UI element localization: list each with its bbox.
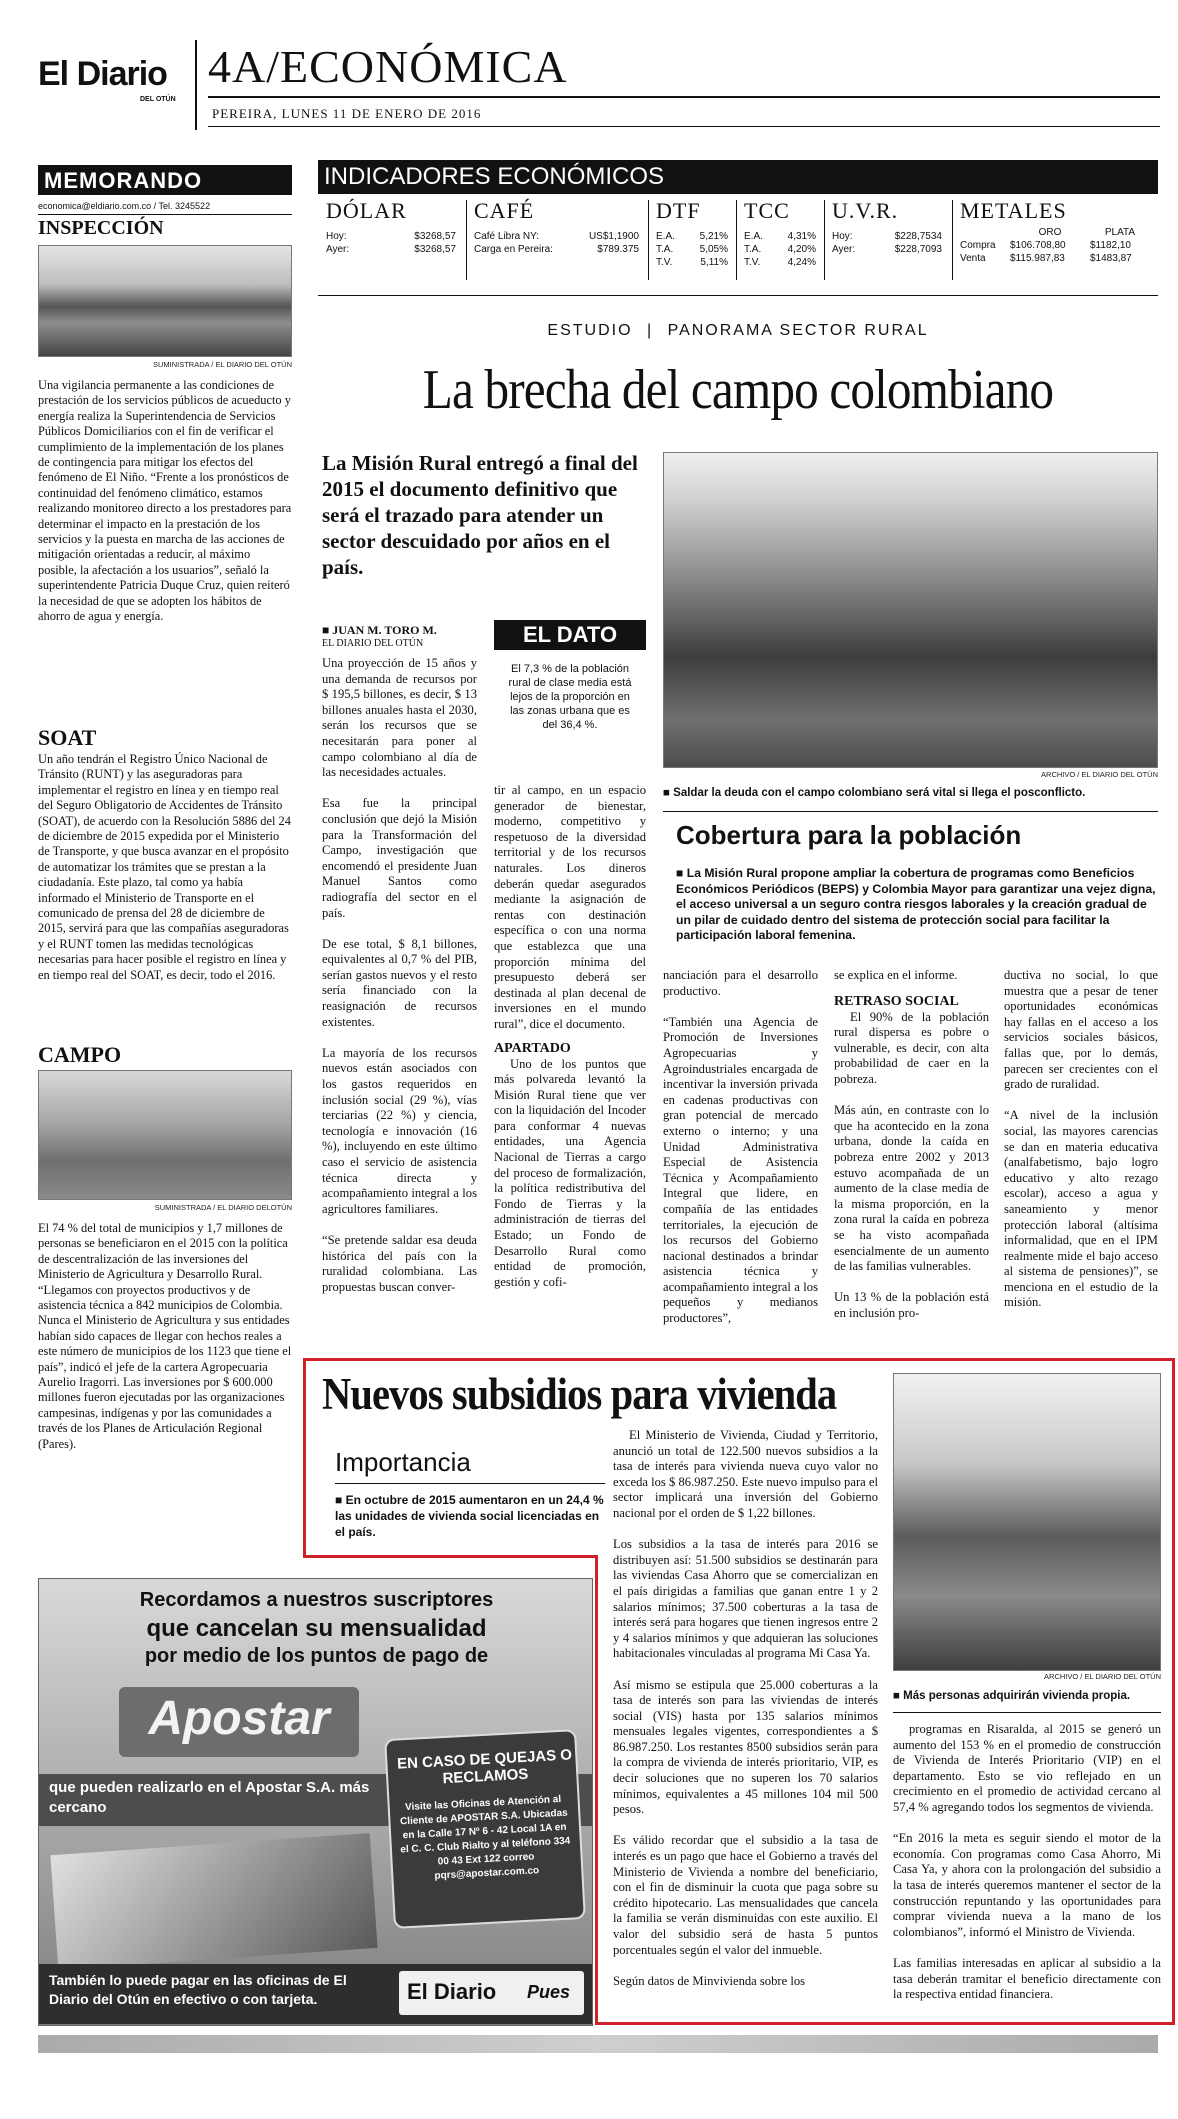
ad-newspapers-image — [50, 1833, 377, 1970]
soat-heading: SOAT — [38, 725, 97, 750]
dateline: PEREIRA, LUNES 11 DE ENERO DE 2016 — [212, 106, 482, 121]
ad-logo-eldiario: El Diario — [407, 1979, 497, 2004]
campo-heading: CAMPO — [38, 1042, 122, 1067]
vivienda-caption-square-icon: ■ — [893, 1690, 904, 1702]
ad-line1: Recordamos a nuestros suscriptores — [139, 1589, 494, 1611]
ind-cafe-ny-label: Café Libra NY: — [474, 231, 540, 242]
ad-line4: que pueden realizarlo en el Apostar S.A. más cercano — [49, 1779, 370, 1816]
ind-oro-label: ORO — [1038, 227, 1062, 238]
main-lead: La Misión Rural entregó a final del 2015 el documento definitivo que será el trazado para atender un sector descuidado por años en el país. — [322, 451, 638, 579]
apartado-heading: APARTADO — [494, 1040, 571, 1056]
main-col1: Una proyección de 15 años y una demanda de recursos por $ 195,5 billones, es decir, $ 13 billones anuales hasta el 2030, serán los recursos que se necesitarán para poner al campo colombiano al día de las necesidades actuales. Esa fue la principal conclusión que dejó la Misión para la Transformación del Campo, investigación que encomendó el presidente Juan Manuel Santos como radiografía del sector en el país. De ese total, $ 8,1 billones, equivalentes al 0,7 % del PIB, serían gastos nuevos y el resto sería financiado con la reasignación de recursos existentes. La mayoría de los recursos nuevos están asociados con los gastos requeridos en inclusión social (29 %), vías terciarias (22 %) y ciencia, tecnología e innovación (16 %), incluyendo en este último caso el servicio de asistencia técnica directa y acompañamiento integral a los agricultores familiares. “Se pretende saldar esa deuda histórica del país con la ruralidad colombiana. Las propuestas buscan conver- — [322, 656, 477, 1294]
ind-cafe-ny-value: US$1,1900 — [588, 231, 639, 242]
vivienda-caption-rule — [893, 1712, 1161, 1713]
section-name: ECONÓMICA — [280, 41, 568, 92]
indicators-panel — [318, 160, 1158, 300]
ind-dolar-hoy-label: Hoy: — [326, 231, 347, 242]
dato-box — [494, 620, 646, 760]
ind-tcc-ea-value: 4,31% — [787, 231, 816, 242]
vivienda-photo-credit: ARCHIVO / EL DIARIO DEL OTÚN — [1044, 1672, 1161, 1681]
ad-quejas-text: Visite las Oficinas de Atención al Cliente de APOSTAR S.A. Ubicadas en la Calle 17 Nº 6 - 42 Local 1A en el C. C. Club Rialto y al teléfono 334 00 43 Ext 122 correo pqrs@apostar.com.co — [399, 1793, 571, 1882]
byline-sub: EL DIARIO DEL OTÚN — [322, 638, 424, 649]
ind-uvr-label: U.V.R. — [832, 198, 899, 223]
byline-name: ■ JUAN M. TORO M. — [322, 623, 437, 637]
ind-metales-label: METALES — [960, 198, 1067, 223]
ind-dtf-ea-label: E.A. — [656, 231, 675, 242]
ind-dtf-ta-label: T.A. — [656, 244, 674, 255]
cobertura-rule — [663, 811, 1158, 812]
ind-dolar — [326, 198, 456, 256]
ind-tcc-tv-label: T.V. — [744, 257, 761, 268]
campo-text: El 74 % del total de municipios y 1,7 millones de personas se beneficiaron en el 2015 con la política de descentralización de las inversiones del Ministerio de Agricultura y Desarrollo Rural. “Llegamos con proyectos productivos y de asistencia técnica a 842 municipios de Colombia. Nunca el Ministerio de Agricultura y sus entidades habían sido capaces de llegar con hechos reales a este número de municipios de los 1123 que tiene el país”, indicó el jefe de la cartera Agropecuaria Aurelio Iragorri. Las inversiones por $ 600.000 millones fueron ejecutadas por las organizaciones campesinas, indígenas y por las comunidades a través de los Planes de Articulación Regional (Pares). — [38, 1221, 292, 1451]
campo-photo — [38, 1070, 292, 1200]
ind-compra-label: Compra — [960, 240, 996, 251]
memorando-column — [38, 155, 292, 1545]
section-number: 4A/ — [208, 41, 280, 92]
rural-photo — [663, 452, 1158, 768]
ind-tcc-ta-label: T.A. — [744, 244, 762, 255]
soat-text: Un año tendrán el Registro Único Nacional de Tránsito (RUNT) y las aseguradoras para implementar el registro en línea y en tiempo real del Seguro Obligatorio de Accidentes de Tránsito (SOAT), de acuerdo con la Resolución 5886 del 24 de diciembre de 2015 expedida por el Ministerio de Transporte, y que busca avanzar en el propósito de automatizar los trámites que se prestan a la ciudadanía. Este plazo, tal como ya había informado el Ministerio de Transporte en el comunicado de prensa del 28 de diciembre de 2015, servirá para que las compañías aseguradoras y el RUNT tomen las medidas tecnológicas necesarias para hacer posible el registro en línea y en tiempo real del SOAT, es decir, todo el 2016. — [38, 752, 291, 982]
importancia-text: ■ En octubre de 2015 aumentaron en un 24,4 % las unidades de vivienda social licenciadas en el país. — [335, 1493, 604, 1539]
ind-tcc-label: TCC — [744, 198, 790, 223]
ad-logo-pues: Pues — [527, 1982, 571, 2002]
importancia-title: Importancia — [335, 1447, 471, 1477]
inspeccion-heading: INSPECCIÓN — [38, 217, 164, 239]
masthead-divider — [195, 40, 197, 130]
brand-logo-sub: DEL OTÚN — [140, 96, 176, 103]
ind-dtf-label: DTF — [656, 198, 701, 223]
ind-dolar-rows — [326, 230, 456, 256]
vivienda-photo — [893, 1373, 1161, 1671]
vivienda-frame-step — [303, 1555, 598, 1558]
cobertura-lead: ■ La Misión Rural propone ampliar la cobertura de programas como Beneficios Económicos Periódicos (BEPS) y Colombia Mayor para garantizar una vejez digna, el acceso universal a un seguro contra riesgos laborales y la creación gradual de un pilar de cuidado dentro del sistema de protección social para facilitar la participación laboral femenina. — [676, 866, 1156, 942]
ind-venta-label: Venta — [960, 253, 986, 264]
ind-uvr-hoy-value: $228,7534 — [894, 231, 942, 242]
masthead-rule — [208, 96, 1160, 98]
inspeccion-photo — [38, 245, 292, 357]
ind-cafe-label: CAFÉ — [474, 198, 535, 223]
byline-square-icon: ■ — [322, 623, 333, 637]
ind-dolar-hoy-value: $3268,57 — [414, 231, 456, 242]
ind-tcc — [744, 198, 816, 269]
main-col3: nanciación para el desarrollo productivo. “También una Agencia de Promoción de Inversiones Agropecuarias y Agroindustriales encargada de incentivar la inversión privada en cadenas productivas con gran potencial de mercado externo o interno; y una Unidad Administrativa Especial de Asistencia Técnica y Acompañamiento Integral que lidere, en compañía de las entidades territoriales, la ejecución de los recursos del Gobierno nacional destinados a brindar asistencia técnica y acompañamiento integral a los pequeños y medianos productores”, — [663, 968, 818, 1326]
caption-square-icon: ■ — [663, 787, 674, 799]
ind-dolar-ayer-label: Ayer: — [326, 244, 350, 255]
ad-line3: por medio de los puntos de pago de — [144, 1645, 489, 1667]
ind-uvr-ayer-value: $228,7093 — [894, 244, 942, 255]
rural-photo-credit: ARCHIVO / EL DIARIO DEL OTÚN — [1041, 770, 1158, 779]
vivienda-col2: programas en Risaralda, al 2015 se generó un aumento del 153 % en el promedio de construcción de Vivienda de Interés Prioritario (VIP) en el departamento. Esto se vio reflejado en un crecimiento en el promedio de actividad cercano al 57,4 % agregando todos los segmentos de vivienda. “En 2016 la meta es seguir siendo el motor de la economía. Con programas como Casa Ahorro, Mi Casa Ya, y ahora con la prolongación del subsidio a la tasa de interés queremos mantener el sector de la construcción repuntando y las oportunidades para comprar vivienda nueva a la mano de los colombianos”, informó el Ministro de Vivienda. Las familias interesadas en aplicar al subsidio a la tasa deberán tramitar el beneficio directamente con la respectiva entidad financiera. — [893, 1722, 1161, 2002]
ind-tcc-rows — [744, 230, 816, 269]
rural-photo-caption: ■ Saldar la deuda con el campo colombiano será vital si llega el posconflicto. — [663, 787, 1086, 799]
brand-logo: El Diario — [38, 55, 167, 93]
ind-venta-plata: $1483,87 — [1090, 253, 1132, 264]
importancia-square-icon: ■ — [335, 1493, 346, 1507]
story-kicker — [318, 322, 1158, 340]
ind-divider-4 — [824, 200, 825, 280]
vivienda-photo-caption: ■ Más personas adquirirán vivienda propia. — [893, 1690, 1131, 1702]
memorando-contact-rule — [38, 214, 292, 215]
ind-cafe — [474, 198, 639, 256]
ind-uvr-hoy-label: Hoy: — [832, 231, 853, 242]
kicker-left: ESTUDIO — [547, 322, 633, 339]
masthead — [30, 30, 1160, 130]
section-title — [208, 40, 568, 93]
main-col2 — [494, 783, 646, 1290]
dato-title: EL DATO — [494, 620, 646, 650]
apostar-ad — [38, 1578, 593, 2026]
ind-dtf-tv-value: 5,11% — [700, 257, 728, 268]
main-col5: ductiva no social, lo que muestra que a pesar de tener oportunidades económicas hay fallas en el acceso a los servicios sociales básicos, fallas que, por lo demás, parecen ser crecientes con el grado de ruralidad. “A nivel de la inclusión social, las mayores carencias se dan en materia educativa (analfabetismo, bajo logro educativo y alto rezago escolar), acceso a agua y saneamiento y menor protección laboral (altísima informalidad, que en el IPM realmente mide el bajo acceso al sistema de pensiones)”, se menciona en el estudio de la misión. — [1004, 968, 1158, 1310]
ind-dolar-label: DÓLAR — [326, 198, 407, 223]
main-headline: La brecha del campo colombiano — [422, 359, 1054, 421]
main-col2-b: Uno de los puntos que más polvareda levantó la Misión Rural tiene que ver con la liquidación del Incoder para conformar 4 nuevas entidades, una Agencia Nacional de Tierras a cargo del proceso de formalización, la política redistributiva del Fondo de Tierras y la administración de tierras del Estado; un Fondo de Desarrollo Rural como entidad de promoción, gestión y cofi- — [494, 1056, 646, 1289]
indicators-title: INDICADORES ECONÓMICOS — [318, 160, 1158, 194]
ad-quejas-title: EN CASO DE QUEJAS O RECLAMOS — [396, 1746, 573, 1788]
kicker-right: PANORAMA SECTOR RURAL — [667, 322, 929, 339]
ind-metales-rows — [960, 226, 1150, 265]
main-col2-a: tir al campo, en un espacio generador de bienestar, moderno, competitivo y respetuoso de la diversidad territorial y de los recursos naturales. Los dineros deberán quedar asegurados mediante la asignación de rentas con destinación específica o con una norma que establezca que una proporción mínima del presupuesto deberá ser destinada al plan decenal de inversiones en el mundo rural”, dice el documento. — [494, 783, 646, 1031]
ind-tcc-ea-label: E.A. — [744, 231, 763, 242]
cobertura-title: Cobertura para la población — [676, 820, 1022, 850]
ad-footer: También lo puede pagar en las oficinas de El Diario del Otún en efectivo o con tarjeta. — [49, 1972, 347, 2007]
ind-cafe-pereira-value: $789.375 — [597, 244, 639, 255]
cobertura-square-icon: ■ — [676, 866, 687, 880]
ind-compra-plata: $1182,10 — [1090, 240, 1131, 251]
main-col4-b: El 90% de la población rural dispersa es pobre o vulnerable, es decir, con alta probabilidad de caer en la pobreza. Más aún, en contraste con lo que ha acontecido en la zona urbana, donde la caída en pobreza entre 2002 y 2013 estuvo acompañada de un aumento de la clase media de la misma proporción, en la zona rural la caída en pobreza se ha visto acompañada esencialmente de un aumento de las familias vulnerables. Un 13 % de la población está en inclusión pro- — [834, 1009, 989, 1320]
kicker-divider: | — [646, 322, 654, 339]
masthead-bottom-rule — [208, 126, 1160, 127]
ind-tcc-tv-value: 4,24% — [787, 257, 816, 268]
ind-cafe-rows — [474, 230, 639, 256]
ind-divider-1 — [466, 200, 467, 280]
ind-plata-label: PLATA — [1104, 227, 1136, 238]
ind-dtf-tv-label: T.V. — [656, 257, 673, 268]
memorando-contact: economica@eldiario.com.co / Tel. 3245522 — [38, 201, 211, 211]
indicators-bottom-rule — [318, 295, 1158, 296]
ind-uvr-ayer-label: Ayer: — [832, 244, 856, 255]
ind-divider-5 — [952, 200, 953, 280]
ind-dtf-ta-value: 5,05% — [699, 244, 728, 255]
ind-metales — [960, 198, 1150, 265]
inspeccion-photo-credit: SUMINISTRADA / EL DIARIO DEL OTÚN — [152, 360, 292, 369]
retraso-heading: RETRASO SOCIAL — [834, 993, 959, 1009]
dato-text: El 7,3 % de la población rural de clase media está lejos de la proporción en las zonas urbana que es del 36,4 %. — [508, 663, 632, 731]
ind-compra-oro: $106.708,80 — [1010, 240, 1066, 251]
main-col4-a: se explica en el informe. — [834, 968, 958, 982]
campo-photo-credit: SUMINISTRADA / EL DIARIO DELOTÚN — [154, 1203, 292, 1212]
ad-line2: que cancelan su mensualidad — [146, 1615, 487, 1642]
vivienda-headline: Nuevos subsidios para vivienda — [322, 1369, 837, 1419]
ind-cafe-pereira-label: Carga en Pereira: — [474, 244, 553, 255]
ind-tcc-ta-value: 4,20% — [787, 244, 816, 255]
vivienda-col1: El Ministerio de Vivienda, Ciudad y Territorio, anunció un total de 122.500 nuevos subsidios a la tasa de interés para vivienda nueva cuyo valor no exceda los $ 86.987.250. Este nuevo impulso para el sector implicará una inversión del Gobierno nacional por el orden de $ 1,22 billones. Los subsidios a la tasa de interés para 2016 se distribuyen así: 51.500 subsidios se destinarán para las viviendas Casa Ahorro que se comercializan en el país dirigidas a familias que ganan entre 1 y 2 salarios mínimos; 37.500 coberturas a la tasa de interés será para hogares que tienen ingresos entre 2 y 4 salarios mínimos y que adquieran las soluciones habitacionales vinculadas al programa Mi Casa Ya. Así mismo se estipula que 25.000 coberturas a la tasa de interés son para las viviendas de interés social (VIS) hasta por 135 salarios mínimos mensuales legales vigentes, correspondientes a $ 86.987.250. Los restantes 8500 subsidios serán para la compra de vivienda de interés prioritario, VIP, es decir soluciones que no superen los 70 salarios mínimos, equivalentes a 45 millones 104 mil 500 pesos. Es válido recordar que el subsidio a la tasa de interés es un pago que hace el Gobierno a través del Ministerio de Vivienda a nombre del beneficiario, con el fin de disminuir la cuota que paga sobre su crédito hipotecario. Las mensualidades que cancela la familia se verán disminuidas con este auxilio. El valor del subsidio será de hasta 5 puntos porcentuales según el valor del inmueble. Según datos de Minvivienda sobre los — [613, 1428, 878, 1988]
ad-brand: Apostar — [148, 1692, 330, 1745]
ind-divider-2 — [648, 200, 649, 280]
ind-uvr — [832, 198, 942, 256]
ind-dtf-rows — [656, 230, 728, 269]
ind-divider-3 — [736, 200, 737, 280]
ind-dtf-ea-value: 5,21% — [699, 231, 728, 242]
page-footer-band — [38, 2035, 1158, 2053]
ind-uvr-rows — [832, 230, 942, 256]
inspeccion-text: Una vigilancia permanente a las condiciones de prestación de los servicios públicos de acueducto y energía realiza la Superintendencia de Servicios Públicos Domiciliarios con el fin de verificar el cumplimiento de la implementación de los planes de contingencia para mitigar los efectos del fenómeno de El Niño. “Frente a los pronósticos de continuidad del fenómeno climático, estamos realizando monitoreo directo a los prestadores para determinar el impacto en la prestación de los servicios y la puesta en marcha de las acciones de mitigación orientadas a reducir, al máximo posible, la afectación a los usuarios”, señaló la superintendente Patricia Duque Cruz, quien reiteró la necesidad de que se adopten los hábitos de ahorro de agua y energía. — [38, 378, 292, 624]
ind-venta-oro: $115.987,83 — [1010, 253, 1065, 264]
ind-dtf — [656, 198, 728, 269]
importancia-rule — [335, 1483, 605, 1484]
main-byline — [322, 623, 482, 649]
memorando-title: MEMORANDO — [38, 165, 292, 195]
main-col4 — [834, 968, 989, 1321]
ind-dolar-ayer-value: $3268,57 — [414, 244, 456, 255]
